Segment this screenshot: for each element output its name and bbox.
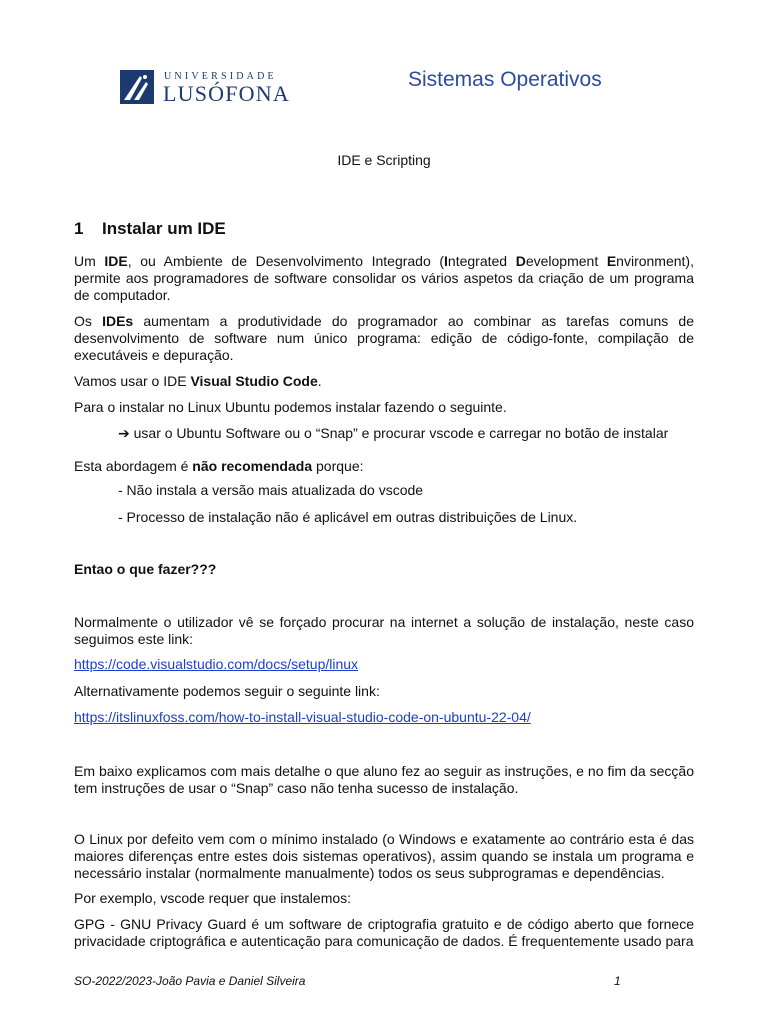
text-run: . — [317, 373, 322, 389]
text-run: Um — [74, 253, 105, 269]
paragraph-vscode — [74, 373, 694, 390]
bold-run: IDEs — [102, 313, 134, 329]
arrow-icon: ➔ — [118, 425, 130, 441]
bold-run: D — [515, 253, 526, 269]
section-title: Instalar um IDE — [102, 219, 226, 238]
link-paragraph — [74, 709, 694, 726]
list-item: - Não instala a versão mais atualizada do vscode — [118, 482, 424, 498]
paragraph-search-internet: Normalmente o utilizador vê se forçado procurar na internet a solução de instalação, neste caso seguimos este link: — [74, 614, 694, 647]
sub-heading: Entao o que fazer??? — [74, 561, 217, 577]
text-run: Os — [74, 313, 103, 329]
text-run: porque: — [312, 458, 364, 474]
paragraph-not-recommended — [74, 458, 694, 475]
paragraph-ides-productivity — [74, 313, 694, 364]
paragraph-explanation: Em baixo explicamos com mais detalhe o que aluno fez ao seguir as instruções, e no fim da secção tem instruções de usar o “Snap” caso não tenha sucesso de instalação. — [74, 763, 694, 796]
section-number: 1 — [74, 219, 84, 238]
link-paragraph — [74, 656, 694, 673]
link-vscode-docs[interactable]: https://code.visualstudio.com/docs/setup/linux — [74, 656, 359, 672]
section-heading — [74, 219, 226, 239]
university-seal-icon — [120, 70, 154, 104]
text-run: ntegrated — [447, 253, 516, 269]
link-itslinuxfoss[interactable]: https://itslinuxfoss.com/how-to-install-visual-studio-code-on-ubuntu-22-04/ — [74, 709, 531, 725]
paragraph-example: Por exemplo, vscode requer que instalemos: — [74, 890, 352, 906]
footer-authors: SO-2022/2023-João Pavia e Daniel Silveira — [74, 974, 306, 988]
paragraph-install-ubuntu: Para o instalar no Linux Ubuntu podemos instalar fazendo o seguinte. — [74, 399, 507, 415]
text-run: nvironment), permite aos programadores de software consolidar os vários aspetos da criação de um programa de computador. — [74, 253, 694, 303]
bold-run: E — [606, 253, 617, 269]
bold-run: IDE — [104, 253, 128, 269]
text-run: evelopment — [525, 253, 607, 269]
text-run: Vamos usar o IDE — [74, 373, 191, 389]
university-logo — [120, 68, 300, 108]
footer-page-number: 1 — [614, 974, 621, 988]
bold-run: Visual Studio Code — [190, 373, 318, 389]
list-item: - Processo de instalação não é aplicável em outras distribuições de Linux. — [118, 509, 578, 525]
logo-main-text: LUSÓFONA — [163, 81, 290, 106]
text-run: Esta abordagem é — [74, 458, 193, 474]
text-run: , ou Ambiente de Desenvolvimento Integrado ( — [127, 253, 445, 269]
bold-run: não recomendada — [192, 458, 313, 474]
paragraph-alternative: Alternativamente podemos seguir o seguinte link: — [74, 683, 380, 699]
paragraph-linux-minimal: O Linux por defeito vem com o mínimo instalado (o Windows e exatamente ao contrário esta é das maiores diferenças entre estes dois sistemas operativos), assim quando se instala um programa e necessário instalar (normalmente manualmente) todos os seus subprogramas e dependências. — [74, 831, 694, 881]
document-title: IDE e Scripting — [337, 152, 431, 168]
arrow-list-item — [118, 425, 668, 442]
text-run: usar o Ubuntu Software ou o “Snap” e procurar vscode e carregar no botão de instalar — [129, 425, 669, 441]
logo-top-text: UNIVERSIDADE — [164, 71, 277, 82]
paragraph-ide-definition — [74, 253, 694, 304]
text-run: aumentam a produtividade do programador ao combinar as tarefas comuns de desenvolvimento de software num único programa: edição de código-fonte, compilação de executáveis e depuração. — [74, 313, 694, 363]
header-title: Sistemas Operativos — [408, 68, 602, 91]
bold-run: I — [444, 253, 448, 269]
paragraph-gpg: GPG - GNU Privacy Guard é um software de criptografia gratuito e de código aberto que fornece privacidade criptográfica e autenticação para comunicação de dados. É frequentemente usado para — [74, 916, 694, 949]
